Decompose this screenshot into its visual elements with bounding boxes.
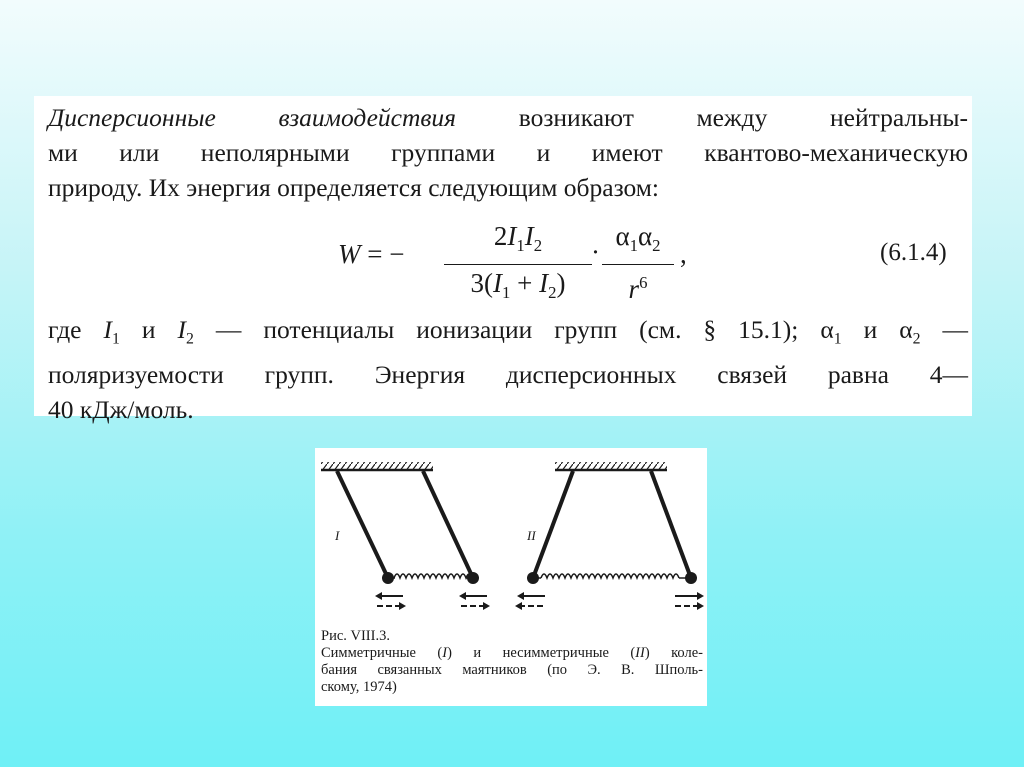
formula: [34, 215, 972, 305]
intro-line-2: ми или неполярными группами и имеют квантово-механическую: [48, 138, 968, 167]
formula-comma: ,: [680, 239, 687, 269]
fraction-2-denominator: $r^6$: [628, 272, 648, 304]
label-i: I: [335, 528, 340, 543]
caption-line-1: Рис. VIII.3.: [321, 628, 390, 644]
multiplication-dot: ·: [591, 237, 600, 267]
fraction-1-denominator: $3(I_1 + I_2)$: [470, 267, 566, 302]
arrows-1b: [459, 592, 490, 610]
explanation-line-3: 40 кДж/моль.: [48, 394, 194, 424]
pendulum-rod-2a: [533, 471, 573, 578]
caption-line-3: бания связанных маятников (по Э. В. Шполь-: [321, 662, 703, 678]
fraction-2-bar: [602, 264, 674, 265]
bob-2a: [527, 572, 539, 584]
pendulum-rod-1b: [423, 471, 473, 578]
pendulum-rod-1a: [337, 471, 388, 578]
spring-2: [541, 574, 679, 578]
figure-panel: [315, 448, 707, 706]
intro-paragraph: [48, 100, 968, 205]
fraction-2-numerator: $\alpha_1\alpha_2$: [615, 221, 661, 255]
explanation-line-1: где $I_1$ и $I_2$ — потенциалы ионизации групп (см. § 15.1); $\alpha_1$ и $\alpha_2$ —: [48, 315, 968, 348]
intro-line-3: природу. Их энергия определяется следующим образом:: [48, 173, 660, 202]
symmetric-pendulums: [321, 462, 490, 610]
pendulum-rod-2b: [651, 471, 691, 578]
caption-line-2: Симметричные (I) и несимметричные (II) коле-: [321, 645, 703, 661]
term-italic: Дисперсионные взаимодействия: [48, 103, 457, 132]
spring-1: [394, 574, 472, 578]
figure-caption: [321, 628, 703, 696]
bob-1b: [467, 572, 479, 584]
fraction-ionization: [444, 221, 592, 308]
asymmetric-pendulums: [515, 462, 704, 610]
arrows-1a: [375, 592, 406, 610]
caption-line-4: скому, 1974): [321, 679, 397, 695]
arrows-2b: [675, 592, 704, 610]
intro-line-1: Дисперсионные взаимодействия возникают между нейтральны-: [48, 103, 968, 132]
bob-1a: [382, 572, 394, 584]
fraction-1-numerator: $2I_1I_2$: [493, 221, 543, 255]
pendulum-diagram: [315, 448, 707, 628]
formula-lhs: W = −: [338, 239, 405, 269]
fraction-1-bar: [444, 264, 592, 265]
explanation-line-2: поляризуемости групп. Энергия дисперсионных связей равна 4—: [48, 359, 968, 389]
text-panel: [34, 96, 972, 424]
fraction-polarizability: [602, 221, 674, 304]
bob-2b: [685, 572, 697, 584]
equation-number: (6.1.4): [880, 239, 947, 266]
arrows-2a: [515, 592, 545, 610]
explanation-paragraph: [48, 312, 968, 427]
label-ii: II: [527, 528, 536, 543]
